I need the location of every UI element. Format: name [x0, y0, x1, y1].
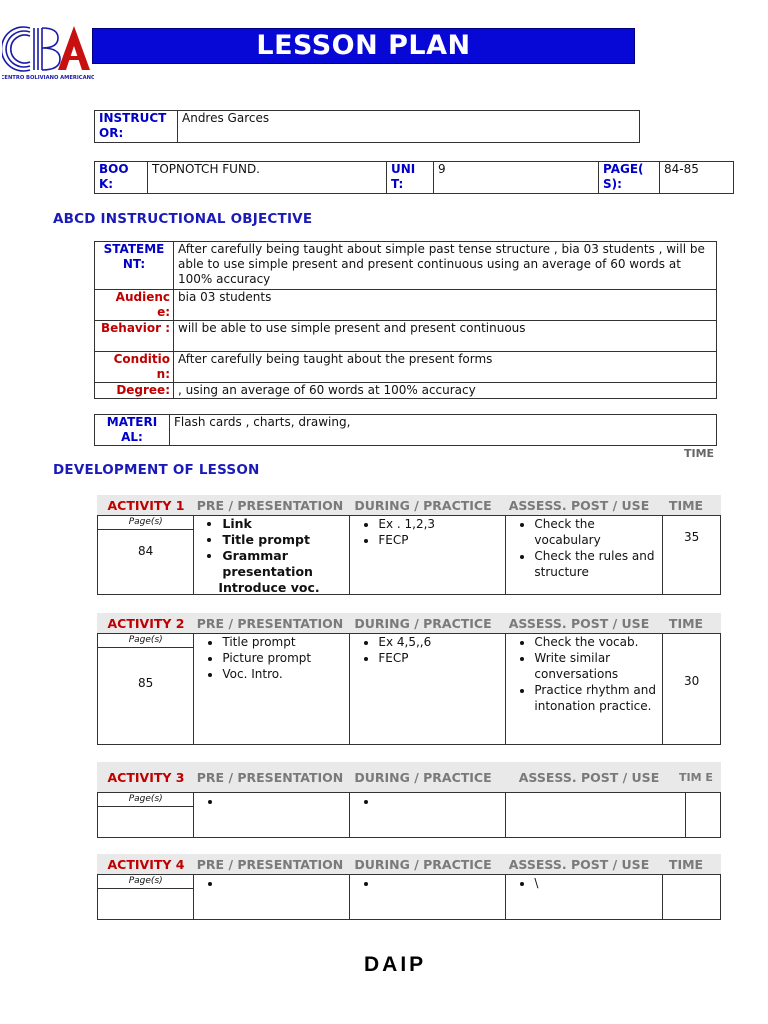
material-value: Flash cards , charts, drawing,	[170, 415, 717, 446]
pre-cell	[194, 515, 350, 595]
condition-value: After carefully being taught about the present forms	[174, 352, 717, 383]
pre-cell	[194, 874, 350, 920]
col-time: TIME	[668, 615, 704, 631]
activity-header	[97, 762, 721, 792]
page-value: 85	[138, 676, 154, 690]
list-item: • Practice rhythm and intonation practice.	[534, 682, 662, 714]
material-time-label: TIME	[684, 447, 715, 460]
activity-4	[97, 854, 721, 920]
unit-value: 9	[434, 162, 599, 194]
unit-label: UNI T:	[387, 162, 434, 194]
activity-2	[97, 613, 721, 745]
list-item	[378, 793, 505, 809]
pages-value: 84-85	[660, 162, 734, 194]
col-pre: PRE / PRESENTATION	[196, 769, 344, 785]
list-item: • Picture prompt	[222, 650, 349, 666]
page-label: Page(s)	[98, 875, 193, 889]
activity-3	[97, 762, 721, 838]
col-during: DURING / PRACTICE	[354, 769, 492, 785]
list-item: • Write similar conversations	[534, 650, 662, 682]
pre-cell	[194, 792, 350, 838]
degree-label: Degree:	[95, 383, 174, 399]
list-item: • Check the rules and structure	[534, 548, 662, 580]
page-label: Page(s)	[98, 793, 193, 807]
list-item: • Grammar presentation	[222, 548, 349, 580]
page-cell	[97, 874, 194, 920]
post-cell	[506, 515, 663, 595]
col-post: ASSESS. POST / USE	[508, 615, 650, 631]
activity-header	[97, 613, 721, 633]
list-item: • Ex 4,5,,6	[378, 634, 505, 650]
list-item: • FECP	[378, 532, 505, 548]
during-cell	[350, 874, 506, 920]
pages-label: PAGE( S):	[599, 162, 660, 194]
page-cell	[97, 515, 194, 595]
page-value: 84	[138, 544, 154, 558]
post-cell	[506, 792, 686, 838]
development-heading: DEVELOPMENT OF LESSON	[53, 462, 260, 478]
list-item: • Ex . 1,2,3	[378, 516, 505, 532]
page-label: Page(s)	[98, 516, 193, 530]
logo-caption: CENTRO BOLIVIANO AMERICANO	[2, 75, 94, 81]
col-time: TIME	[668, 497, 704, 513]
book-value: TOPNOTCH FUND.	[148, 162, 387, 194]
material-table	[94, 414, 717, 446]
post-cell	[506, 874, 663, 920]
instructor-label: INSTRUCT OR:	[95, 111, 178, 143]
list-item: • \	[534, 875, 662, 891]
statement-label: STATEME NT:	[95, 242, 174, 290]
behavior-label: Behavior :	[95, 321, 174, 352]
list-item: • Check the vocabulary	[534, 516, 662, 548]
activity-title: ACTIVITY 2	[107, 615, 185, 631]
book-label: BOO K:	[95, 162, 148, 194]
post-cell	[506, 633, 663, 745]
list-item: • Title prompt	[222, 634, 349, 650]
time-cell: 30	[663, 633, 721, 745]
condition-label: Conditio n:	[95, 352, 174, 383]
objective-table	[94, 241, 717, 399]
page-label: Page(s)	[98, 634, 193, 648]
list-item: • Check the vocab.	[534, 634, 662, 650]
activity-header	[97, 495, 721, 515]
degree-value: , using an average of 60 words at 100% accuracy	[174, 383, 717, 399]
footer-brand: DAIP	[364, 953, 427, 976]
list-item: • Link	[222, 516, 349, 532]
col-during: DURING / PRACTICE	[354, 856, 492, 872]
material-label: MATERI AL:	[95, 415, 170, 446]
page-cell	[97, 633, 194, 745]
during-cell	[350, 633, 506, 745]
col-during: DURING / PRACTICE	[354, 497, 492, 513]
behavior-value: will be able to use simple present and present continuous	[174, 321, 717, 352]
col-time: TIME	[668, 856, 704, 872]
activity-1	[97, 495, 721, 595]
time-cell	[663, 874, 721, 920]
list-item	[378, 875, 505, 891]
time-cell	[686, 792, 721, 838]
instructor-table	[94, 110, 640, 143]
list-item: • Title prompt	[222, 532, 349, 548]
col-post: ASSESS. POST / USE	[518, 769, 660, 785]
list-item	[222, 793, 349, 809]
pre-cell	[194, 633, 350, 745]
col-pre: PRE / PRESENTATION	[196, 497, 344, 513]
cba-logo	[2, 20, 94, 82]
objective-heading: ABCD INSTRUCTIONAL OBJECTIVE	[53, 211, 313, 227]
pre-tail: Introduce voc.	[218, 580, 320, 595]
page-title: LESSON PLAN	[92, 28, 635, 64]
book-table	[94, 161, 734, 194]
col-time: TIM E	[679, 770, 713, 784]
during-cell	[350, 515, 506, 595]
col-pre: PRE / PRESENTATION	[196, 856, 344, 872]
statement-value: After carefully being taught about simple past tense structure , bia 03 students , will be able to use simple present and present continuous using an average of 60 words at 100% accuracy	[174, 242, 717, 290]
list-item: • Voc. Intro.	[222, 666, 349, 682]
activity-title: ACTIVITY 1	[107, 497, 185, 513]
during-cell	[350, 792, 506, 838]
list-item: • FECP	[378, 650, 505, 666]
instructor-value: Andres Garces	[178, 111, 640, 143]
col-post: ASSESS. POST / USE	[508, 856, 650, 872]
page-cell	[97, 792, 194, 838]
activity-title: ACTIVITY 3	[107, 769, 185, 785]
activity-header	[97, 854, 721, 874]
col-during: DURING / PRACTICE	[354, 615, 492, 631]
list-item	[222, 875, 349, 891]
time-cell: 35	[663, 515, 721, 595]
col-post: ASSESS. POST / USE	[508, 497, 650, 513]
activity-title: ACTIVITY 4	[107, 856, 185, 872]
audience-label: Audienc e:	[95, 290, 174, 321]
col-pre: PRE / PRESENTATION	[196, 615, 344, 631]
audience-value: bia 03 students	[174, 290, 717, 321]
